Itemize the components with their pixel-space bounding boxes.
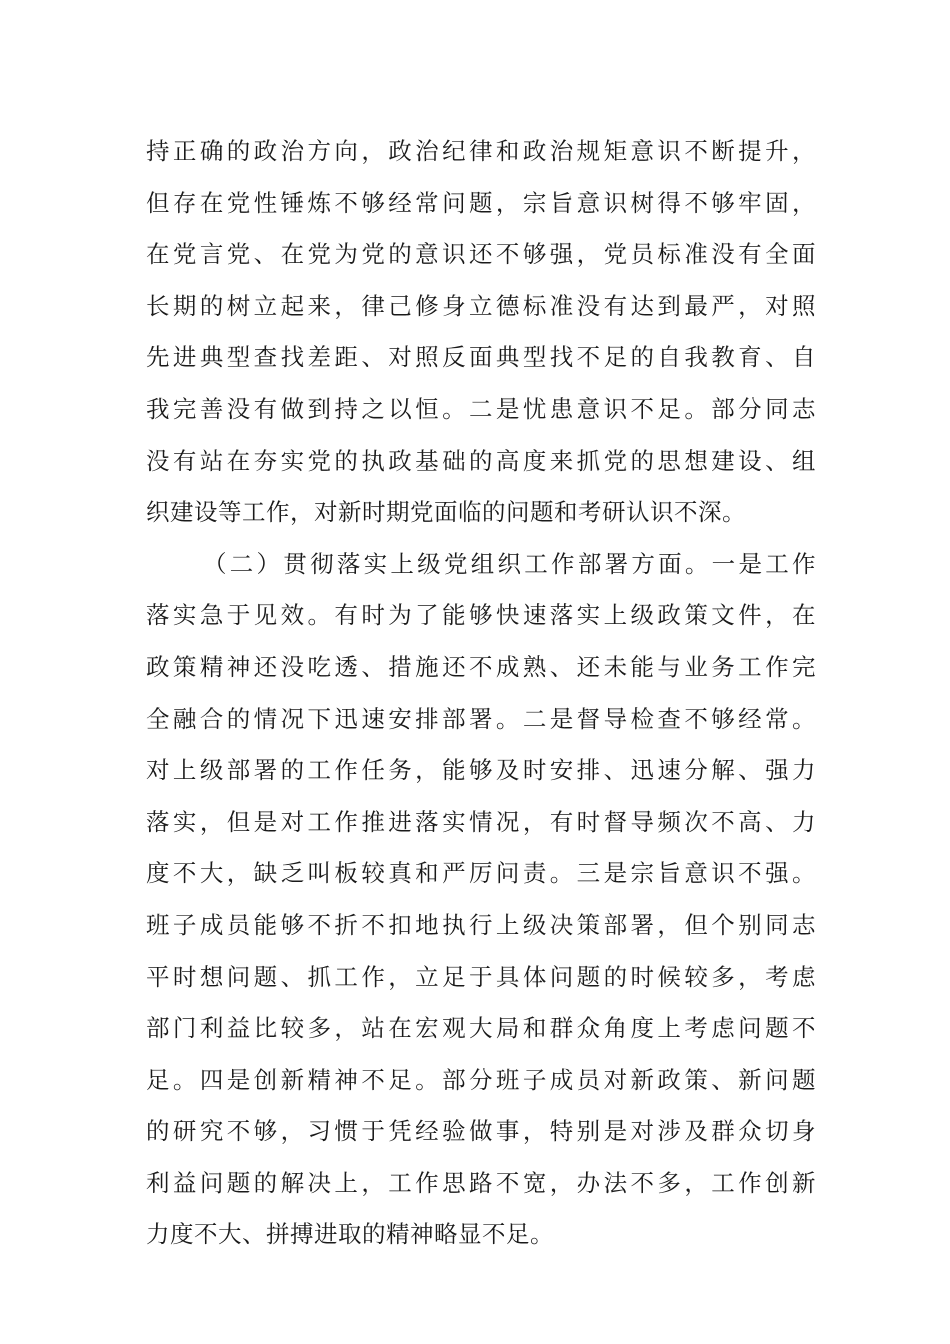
text-line: 平时想问题、抓工作，立足于具体问题的时候较多，考虑 [146,962,816,991]
text-line: 先进典型查找差距、对照反面典型找不足的自我教育、自 [146,343,816,372]
text-line: 但存在党性锤炼不够经常问题，宗旨意识树得不够牢固， [146,188,816,217]
text-line: 落实急于见效。有时为了能够快速落实上级政策文件，在 [146,601,816,630]
text-line: 没有站在夯实党的执政基础的高度来抓党的思想建设、组 [146,446,816,475]
text-line: 政策精神还没吃透、措施还不成熟、还未能与业务工作完 [146,652,816,681]
text-line: 对上级部署的工作任务，能够及时安排、迅速分解、强力 [146,756,816,785]
text-line: 织建设等工作，对新时期党面临的问题和考研认识不深。 [146,498,746,527]
section-heading-line: （二）贯彻落实上级党组织工作部署方面。一是工作 [203,549,816,578]
text-line: 力度不大、拼搏进取的精神略显不足。 [146,1220,554,1249]
text-line: 部门利益比较多，站在宏观大局和群众角度上考虑问题不 [146,1014,816,1043]
text-line: 我完善没有做到持之以恒。二是忧患意识不足。部分同志 [146,394,816,423]
text-line: 落实，但是对工作推进落实情况，有时督导频次不高、力 [146,807,816,836]
text-line: 持正确的政治方向，政治纪律和政治规矩意识不断提升， [146,137,816,165]
paragraph-1 [146,126,816,539]
text-line: 的研究不够，习惯于凭经验做事，特别是对涉及群众切身 [146,1117,816,1146]
body-text [146,126,816,1261]
paragraph-2 [146,539,816,1261]
text-line: 足。四是创新精神不足。部分班子成员对新政策、新问题 [146,1065,816,1094]
text-line: 利益问题的解决上，工作思路不宽，办法不多，工作创新 [146,1168,816,1197]
text-line: 度不大，缺乏叫板较真和严厉问责。三是宗旨意识不强。 [146,859,816,888]
text-line: 在党言党、在党为党的意识还不够强，党员标准没有全面 [146,240,816,269]
text-line: 长期的树立起来，律己修身立德标准没有达到最严，对照 [146,291,816,320]
text-line: 全融合的情况下迅速安排部署。二是督导检查不够经常。 [146,704,816,733]
text-line: 班子成员能够不折不扣地执行上级决策部署，但个别同志 [146,910,816,939]
